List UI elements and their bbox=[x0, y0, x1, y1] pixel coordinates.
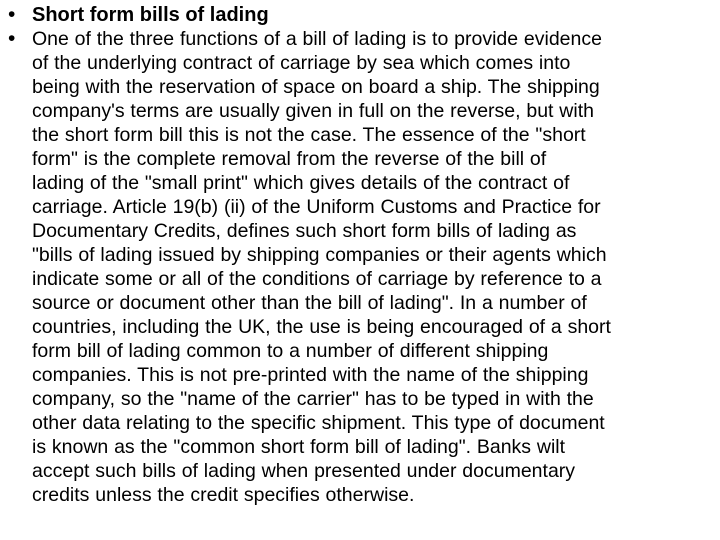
bullet-paragraph bbox=[32, 27, 611, 507]
paragraph-line: source or document other than the bill of lading". In a number of bbox=[32, 292, 587, 314]
paragraph-line: companies. This is not pre-printed with the name of the shipping bbox=[32, 364, 589, 386]
paragraph-line: accept such bills of lading when presented under documentary bbox=[32, 460, 576, 482]
bullet-marker: • bbox=[8, 27, 16, 50]
paragraph-line: indicate some or all of the conditions of carriage by reference to a bbox=[32, 268, 602, 290]
paragraph-line: One of the three functions of a bill of lading is to provide evidence bbox=[32, 28, 602, 50]
paragraph-line: other data relating to the specific shipment. This type of document bbox=[32, 412, 605, 434]
paragraph-line: being with the reservation of space on board a ship. The shipping bbox=[32, 76, 600, 98]
paragraph-line: company, so the "name of the carrier" has to be typed in with the bbox=[32, 388, 594, 410]
bullet-marker: • bbox=[8, 3, 16, 26]
bullet-item-heading bbox=[8, 3, 714, 27]
paragraph-line: form" is the complete removal from the reverse of the bill of bbox=[32, 148, 547, 170]
paragraph-line: company's terms are usually given in full on the reverse, but with bbox=[32, 100, 594, 122]
bullet-heading: Short form bills of lading bbox=[32, 4, 269, 26]
paragraph-line: form bill of lading common to a number of different shipping bbox=[32, 340, 549, 362]
paragraph-line: of the underlying contract of carriage by sea which comes into bbox=[32, 52, 571, 74]
bullet-item-body bbox=[8, 27, 714, 507]
paragraph-line: lading of the "small print" which gives details of the contract of bbox=[32, 172, 570, 194]
paragraph-line: countries, including the UK, the use is being encouraged of a short bbox=[32, 316, 611, 338]
paragraph-line: carriage. Article 19(b) (ii) of the Uniform Customs and Practice for bbox=[32, 196, 601, 218]
paragraph-line: the short form bill this is not the case. The essence of the "short bbox=[32, 124, 586, 146]
paragraph-line: is known as the "common short form bill of lading". Banks wilt bbox=[32, 436, 566, 458]
paragraph-line: credits unless the credit specifies otherwise. bbox=[32, 484, 415, 506]
bullet-list bbox=[8, 3, 714, 507]
paragraph-line: Documentary Credits, defines such short form bills of lading as bbox=[32, 220, 577, 242]
paragraph-line: "bills of lading issued by shipping companies or their agents which bbox=[32, 244, 607, 266]
